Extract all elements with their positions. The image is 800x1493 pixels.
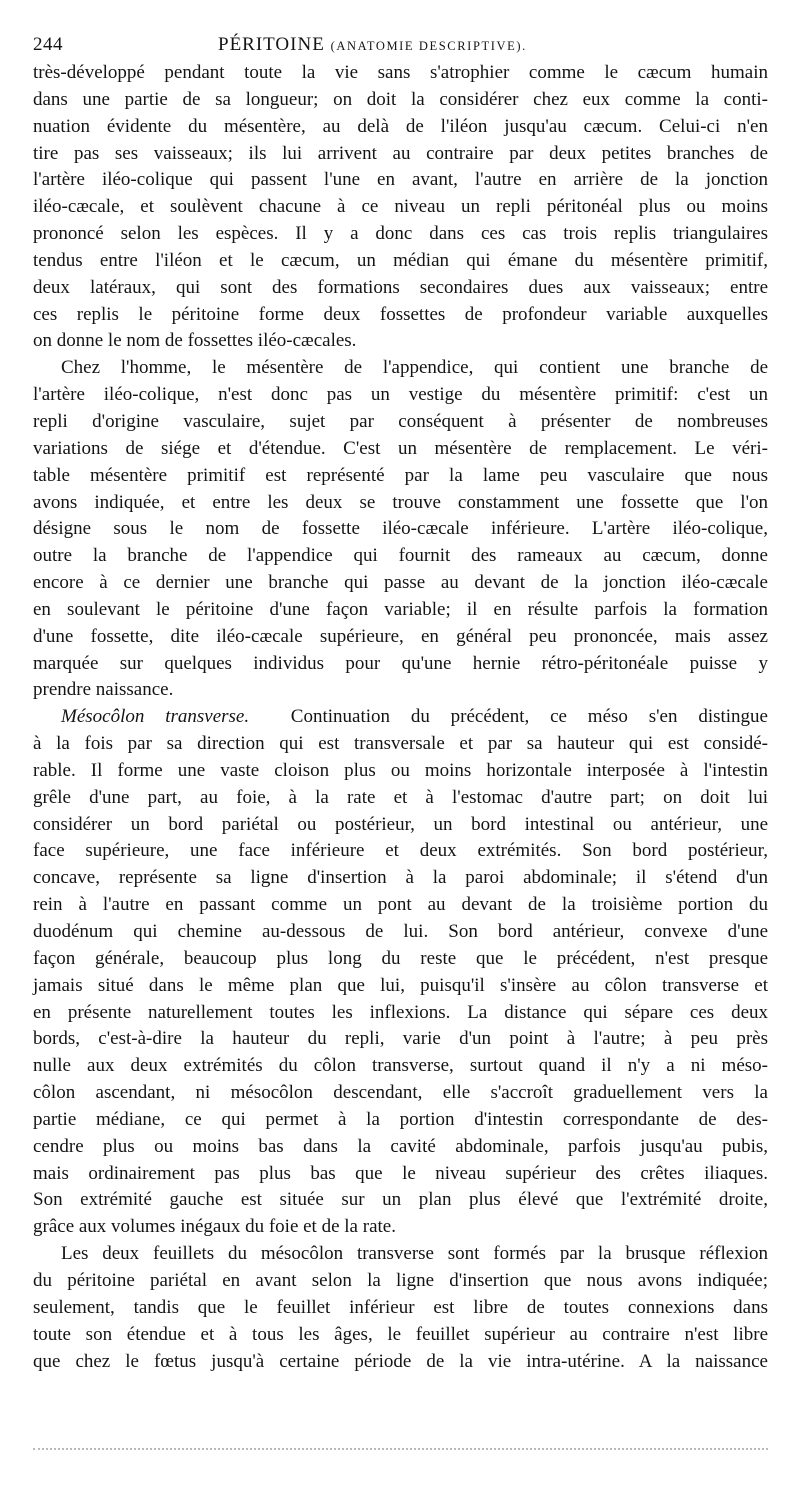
text-line: en soulevant le péritoine d'une façon variable; il en résulte parfois la formation — [33, 598, 768, 620]
text-line: prendre naissance. — [33, 679, 174, 701]
text-line: face supérieure, une face inférieure et deux extrémités. Son bord postérieur, — [33, 840, 768, 862]
text-line: côlon ascendant, ni mésocôlon descendant, elle s'accroît graduellement vers la — [33, 1082, 768, 1104]
running-title-sub: (ANATOMIE DESCRIPTIVE). — [330, 39, 527, 53]
text-line: rable. Il forme une vaste cloison plus ou moins horizontale interposée à l'intestin — [33, 759, 768, 781]
text-line: toute son étendue et à tous les âges, le feuillet supérieur au contraire n'est libre — [33, 1323, 768, 1345]
text-line: iléo-cæcale, et soulèvent chacune à ce niveau un repli péritonéal plus ou moins — [33, 196, 768, 218]
text-line: nuation évidente du mésentère, au delà de l'iléon jusqu'au cæcum. Celui-ci n'en — [33, 115, 768, 137]
text-line: table mésentère primitif est représenté par la lame peu vasculaire que nous — [33, 464, 768, 486]
text-line: Son extrémité gauche est située sur un plan plus élevé que l'extrémité droite, — [33, 1189, 768, 1211]
text-line: encore à ce dernier une branche qui passe au devant de la jonction iléo-cæcale — [33, 572, 768, 594]
page-number: 244 — [33, 34, 63, 55]
text-line: on donne le nom de fossettes iléo-cæcales. — [33, 330, 357, 352]
running-title-main: PÉRITOINE — [218, 34, 325, 55]
section-heading-mesocolon-transverse: Mésocôlon transverse. — [61, 706, 250, 728]
text-line: façon générale, beaucoup plus long du reste que le précédent, n'est presque — [33, 947, 768, 969]
book-page — [33, 30, 768, 1375]
text-line: rein à l'autre en passant comme un pont au devant de la troisième portion du — [33, 894, 768, 916]
text-line: en présente naturellement toutes les inflexions. La distance qui sépare ces deux — [33, 1001, 768, 1023]
text-line: l'artère iléo-colique, n'est donc pas un vestige du mésentère primitif: c'est un — [33, 384, 768, 406]
text-line: Chez l'homme, le mésentère de l'appendice, qui contient une branche de — [61, 357, 768, 379]
running-head — [33, 30, 768, 60]
text-line: Les deux feuillets du mésocôlon transverse sont formés par la brusque réflexion — [61, 1243, 768, 1265]
text-line: avons indiquée, et entre les deux se trouve constamment une fossette que l'on — [33, 491, 768, 513]
text-line: bords, c'est-à-dire la hauteur du repli, varie d'un point à l'autre; à peu près — [33, 1028, 768, 1050]
text-line-run: Continuation du précédent, ce méso s'en distingue — [290, 706, 768, 728]
text-line: d'une fossette, dite iléo-cæcale supérieure, en général peu prononcée, mais assez — [33, 625, 768, 647]
text-line: considérer un bord pariétal ou postérieur, un bord intestinal ou antérieur, une — [33, 813, 768, 835]
text-line — [33, 704, 768, 731]
text-line: cendre plus ou moins bas dans la cavité abdominale, parfois jusqu'au pubis, — [33, 1135, 768, 1157]
text-line: grêle d'une part, au foie, à la rate et à l'estomac d'autre part; on doit lui — [33, 786, 768, 808]
body-text — [33, 60, 768, 1375]
text-line: très-développé pendant toute la vie sans s'atrophier comme le cæcum humain — [33, 62, 768, 83]
text-line: marquée sur quelques individus pour qu'une hernie rétro-péritonéale puisse y — [33, 652, 768, 674]
text-line: repli d'origine vasculaire, sujet par conséquent à présenter de nombreuses — [33, 410, 768, 432]
text-line: duodénum qui chemine au-dessous de lui. Son bord antérieur, convexe d'une — [33, 921, 768, 942]
text-line: que chez le fœtus jusqu'à certaine période de la vie intra-utérine. A la naissance — [33, 1350, 768, 1372]
text-line: à la fois par sa direction qui est transversale et par sa hauteur qui est considé- — [33, 733, 768, 755]
text-line: concave, représente sa ligne d'insertion à la paroi abdominale; il s'étend d'un — [33, 867, 768, 889]
text-line: l'artère iléo-colique qui passent l'une en avant, l'autre en arrière de la jonction — [33, 169, 768, 191]
text-line: du péritoine pariétal en avant selon la ligne d'insertion que nous avons indiquée; — [33, 1269, 768, 1291]
text-line: mais ordinairement pas plus bas que le niveau supérieur des crêtes iliaques. — [33, 1162, 768, 1184]
text-line: tire pas ses vaisseaux; ils lui arrivent au contraire par deux petites branches de — [33, 142, 768, 164]
text-line: désigne sous le nom de fossette iléo-cæcale inférieure. L'artère iléo-colique, — [33, 518, 768, 540]
text-line: grâce aux volumes inégaux du foie et de la rate. — [33, 1216, 396, 1238]
text-line: dans une partie de sa longueur; on doit la considérer chez eux comme la conti- — [33, 88, 768, 110]
text-line: nulle aux deux extrémités du côlon transverse, surtout quand il n'y a ni méso- — [33, 1055, 768, 1077]
bottom-rule — [33, 1448, 768, 1450]
text-line: outre la branche de l'appendice qui fournit des rameaux au cæcum, donne — [33, 545, 768, 567]
text-line: deux latéraux, qui sont des formations secondaires dues aux vaisseaux; entre — [33, 276, 768, 298]
text-line: seulement, tandis que le feuillet inférieur est libre de toutes connexions dans — [33, 1296, 768, 1318]
text-line: partie médiane, ce qui permet à la portion d'intestin correspondante de des- — [33, 1108, 768, 1130]
text-line: jamais situé dans le même plan que lui, puisqu'il s'insère au côlon transverse et — [33, 974, 768, 996]
running-title — [218, 30, 527, 61]
text-line: ces replis le péritoine forme deux fossettes de profondeur variable auxquelles — [33, 303, 768, 325]
text-line: prononcé selon les espèces. Il y a donc dans ces cas trois replis triangulaires — [33, 223, 768, 245]
text-line: tendus entre l'iléon et le cæcum, un médian qui émane du mésentère primitif, — [33, 249, 768, 271]
text-line: variations de siége et d'étendue. C'est un mésentère de remplacement. Le véri- — [33, 437, 768, 459]
